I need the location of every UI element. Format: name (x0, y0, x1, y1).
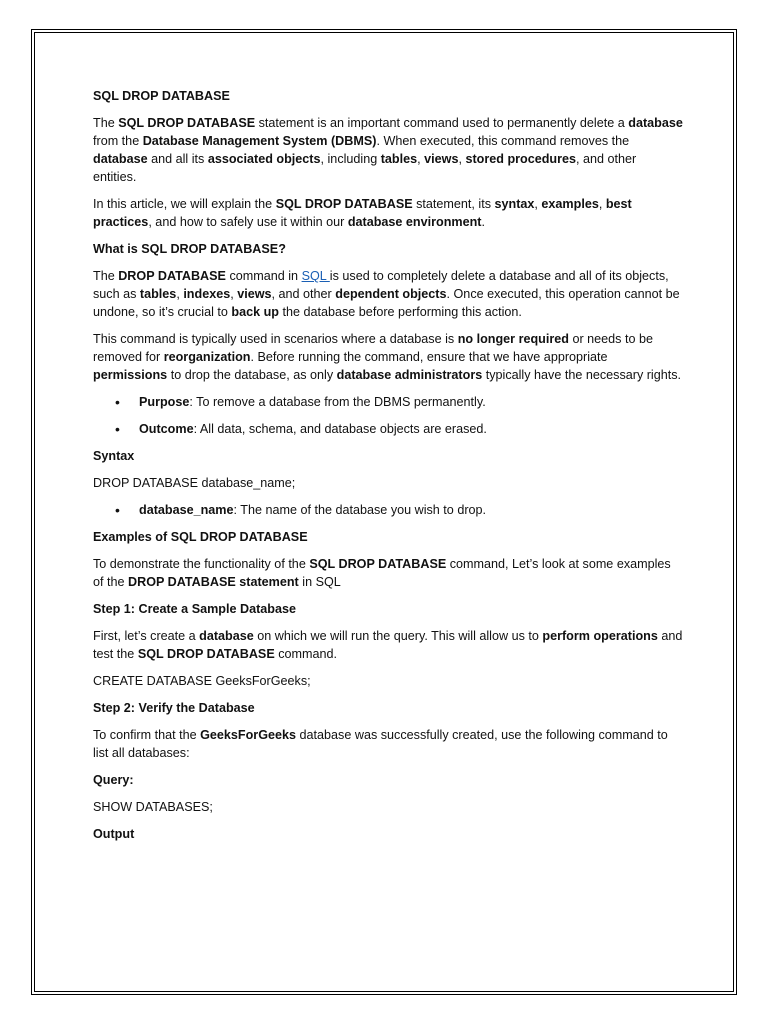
create-code: CREATE DATABASE GeeksForGeeks; (93, 674, 311, 688)
syntax-heading: Syntax (93, 449, 135, 463)
what-paragraph: The DROP DATABASE command in SQL is used to completely delete a database and all of its objects, such as tables, indexes, views, and other dependent objects. Once executed, this operation cannot be undone, so it’s crucial to back up the database before performing this action. (93, 269, 680, 319)
step1-heading: Step 1: Create a Sample Database (93, 602, 296, 616)
list-item: • Purpose: To remove a database from the DBMS permanently. (93, 393, 683, 411)
syntax-code: DROP DATABASE database_name; (93, 476, 296, 490)
usage-paragraph: This command is typically used in scenarios where a database is no longer required or needs to be removed for reorganization. Before running the command, ensure that we have appropriate permissions to drop the database, as only database administrators typically have the necessary rights. (93, 332, 682, 382)
sql-link[interactable]: SQL (301, 269, 330, 283)
examples-paragraph: To demonstrate the functionality of the SQL DROP DATABASE command, Let’s look at some examples of the DROP DATABASE statement in SQL (93, 557, 671, 589)
purpose-list (93, 393, 683, 438)
query-label: Query: (93, 773, 134, 787)
output-label: Output (93, 827, 135, 841)
article-paragraph: In this article, we will explain the SQL DROP DATABASE statement, its syntax, examples, best practices, and how to safely use it within our database environment. (93, 197, 632, 229)
intro-paragraph: The SQL DROP DATABASE statement is an important command used to permanently delete a database from the Database Management System (DBMS). When executed, this command removes the database and all its associated objects, including tables, views, stored procedures, and other entities. (93, 116, 683, 184)
examples-heading: Examples of SQL DROP DATABASE (93, 530, 308, 544)
show-code: SHOW DATABASES; (93, 800, 213, 814)
step2-paragraph: To confirm that the GeeksForGeeks database was successfully created, use the following command to list all databases: (93, 728, 668, 760)
syntax-list (93, 501, 683, 519)
list-item: • Outcome: All data, schema, and database objects are erased. (93, 420, 683, 438)
step1-paragraph: First, let’s create a database on which we will run the query. This will allow us to perform operations and test the SQL DROP DATABASE command. (93, 629, 683, 661)
document-title: SQL DROP DATABASE (93, 89, 230, 103)
list-item: • database_name: The name of the database you wish to drop. (93, 501, 683, 519)
step2-heading: Step 2: Verify the Database (93, 701, 255, 715)
what-heading: What is SQL DROP DATABASE? (93, 242, 286, 256)
document-body (93, 87, 683, 852)
